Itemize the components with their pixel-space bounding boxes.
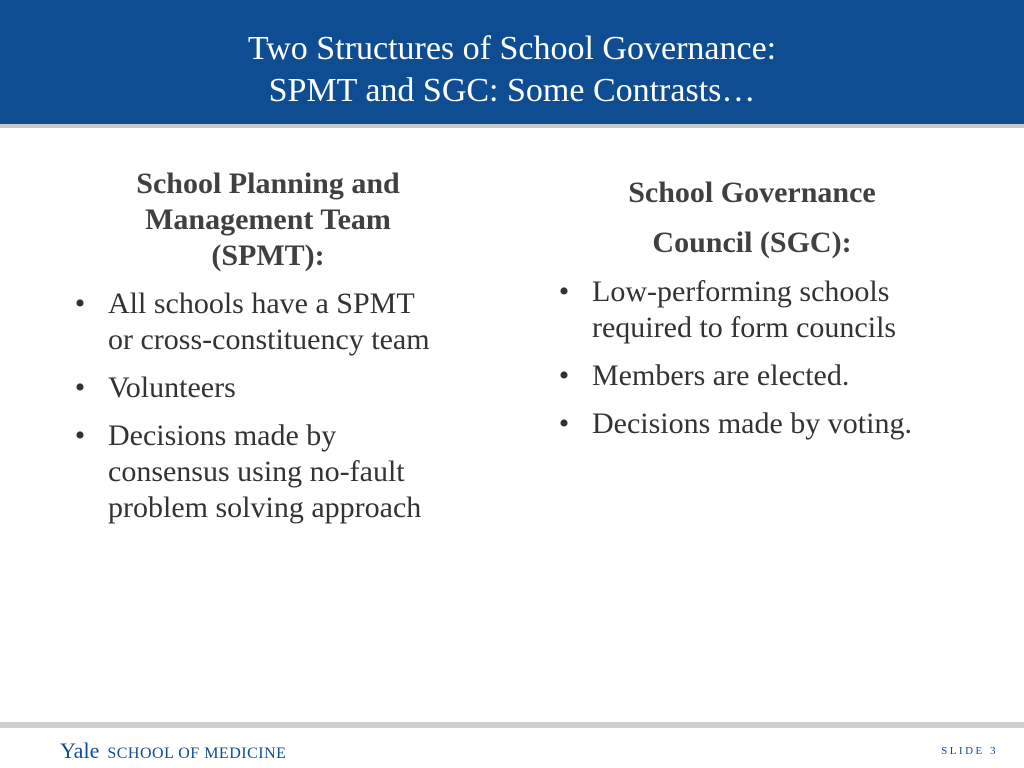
slide-title-line-2: SPMT and SGC: Some Contrasts… — [268, 72, 756, 109]
bullet-icon: • — [74, 371, 86, 404]
bullet-text: Low-performing schools required to form councils — [592, 275, 897, 344]
list-item — [552, 406, 912, 442]
sgc-heading-line-1: School Governance — [628, 176, 876, 209]
spmt-heading-line-1: School Planning and — [136, 167, 400, 200]
bullet-text: Decisions made by consensus using no-fault problem solving approach — [108, 419, 422, 524]
bullet-text: Members are elected. — [592, 359, 850, 392]
sgc-heading — [552, 168, 952, 268]
spmt-heading-line-3: (SPMT): — [211, 239, 325, 272]
spmt-bullet-list — [68, 286, 488, 526]
sgc-heading-line-2: Council (SGC): — [652, 226, 852, 259]
list-item — [552, 274, 912, 346]
bullet-icon: • — [74, 419, 86, 452]
bullet-text: All schools have a SPMT or cross-constituency team — [108, 287, 430, 356]
sgc-bullet-list — [552, 274, 962, 442]
spmt-heading — [68, 166, 468, 274]
list-item — [552, 358, 992, 394]
slide-title — [0, 28, 1024, 112]
sgc-column — [552, 166, 962, 454]
spmt-column — [68, 166, 488, 538]
bullet-text: Volunteers — [108, 371, 236, 404]
bullet-text: Decisions made by voting. — [592, 407, 912, 440]
spmt-heading-line-2: Management Team — [145, 203, 391, 236]
footer-divider — [0, 722, 1024, 728]
bullet-icon: • — [558, 275, 570, 308]
slide-title-line-1: Two Structures of School Governance: — [247, 30, 777, 67]
bullet-icon: • — [558, 407, 570, 440]
yale-school-of-medicine-logo — [60, 738, 286, 764]
bullet-icon: • — [74, 287, 86, 320]
logo-school-text: SCHOOL OF MEDICINE — [107, 745, 287, 762]
list-item — [68, 418, 438, 526]
bullet-icon: • — [558, 359, 570, 392]
title-banner — [0, 0, 1024, 128]
logo-yale-text: Yale — [60, 738, 100, 763]
list-item — [68, 370, 438, 406]
list-item — [68, 286, 438, 358]
slide-number: SLIDE 3 — [941, 745, 998, 757]
